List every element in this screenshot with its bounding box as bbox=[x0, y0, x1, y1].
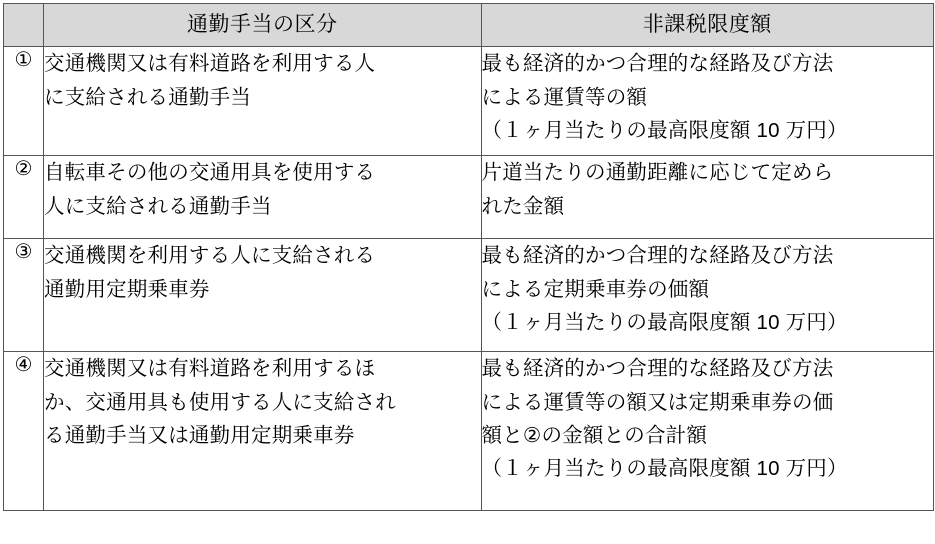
limit-line: による運賃等の額 bbox=[481, 85, 648, 109]
limit-line: （１ヶ月当たりの最高限度額 10 万円） bbox=[481, 118, 848, 142]
limit-line: れた金額 bbox=[481, 194, 565, 218]
row-number: ④ bbox=[4, 352, 44, 511]
limit-line: による運賃等の額又は定期乗車券の価 bbox=[481, 390, 834, 414]
limit-line: （１ヶ月当たりの最高限度額 10 万円） bbox=[481, 457, 848, 480]
category-line: 交通機関又は有料道路を利用するほ bbox=[44, 357, 376, 381]
row-category bbox=[44, 47, 481, 156]
commute-allowance-table-container bbox=[0, 3, 935, 544]
row-limit bbox=[481, 47, 934, 156]
category-line: 人に支給される通勤手当 bbox=[44, 194, 272, 218]
limit-line: 最も経済的かつ合理的な経路及び方法 bbox=[481, 357, 834, 381]
row-limit bbox=[481, 239, 934, 352]
row-number: ① bbox=[4, 47, 44, 156]
commute-allowance-table bbox=[3, 3, 934, 511]
category-line: 交通機関又は有料道路を利用する人 bbox=[44, 52, 376, 76]
row-number: ③ bbox=[4, 239, 44, 352]
table-row bbox=[4, 239, 934, 352]
limit-line: 片道当たりの通勤距離に応じて定めら bbox=[481, 161, 834, 185]
header-number-column bbox=[4, 4, 44, 47]
table-row bbox=[4, 352, 934, 511]
row-number: ② bbox=[4, 156, 44, 239]
table-row bbox=[4, 156, 934, 239]
category-line: か、交通用具も使用する人に支給され bbox=[44, 390, 396, 414]
header-category: 通勤手当の区分 bbox=[44, 4, 481, 47]
table-header-row bbox=[4, 4, 934, 47]
table-row bbox=[4, 47, 934, 156]
category-line: に支給される通勤手当 bbox=[44, 85, 252, 109]
limit-line: による定期乗車券の価額 bbox=[481, 277, 710, 301]
header-limit: 非課税限度額 bbox=[481, 4, 934, 47]
limit-line: 額と②の金額との合計額 bbox=[481, 423, 708, 447]
row-category bbox=[44, 239, 481, 352]
category-line: 交通機関を利用する人に支給される bbox=[44, 244, 376, 268]
category-line: 自転車その他の交通用具を使用する bbox=[44, 161, 376, 185]
row-limit bbox=[481, 156, 934, 239]
category-line: 通勤用定期乗車券 bbox=[44, 277, 210, 301]
row-category bbox=[44, 352, 481, 511]
limit-line: 最も経済的かつ合理的な経路及び方法 bbox=[481, 52, 834, 76]
limit-line: 最も経済的かつ合理的な経路及び方法 bbox=[481, 244, 834, 268]
row-limit bbox=[481, 352, 934, 511]
limit-line: （１ヶ月当たりの最高限度額 10 万円） bbox=[481, 310, 848, 334]
category-line: る通勤手当又は通勤用定期乗車券 bbox=[44, 423, 355, 447]
row-category bbox=[44, 156, 481, 239]
